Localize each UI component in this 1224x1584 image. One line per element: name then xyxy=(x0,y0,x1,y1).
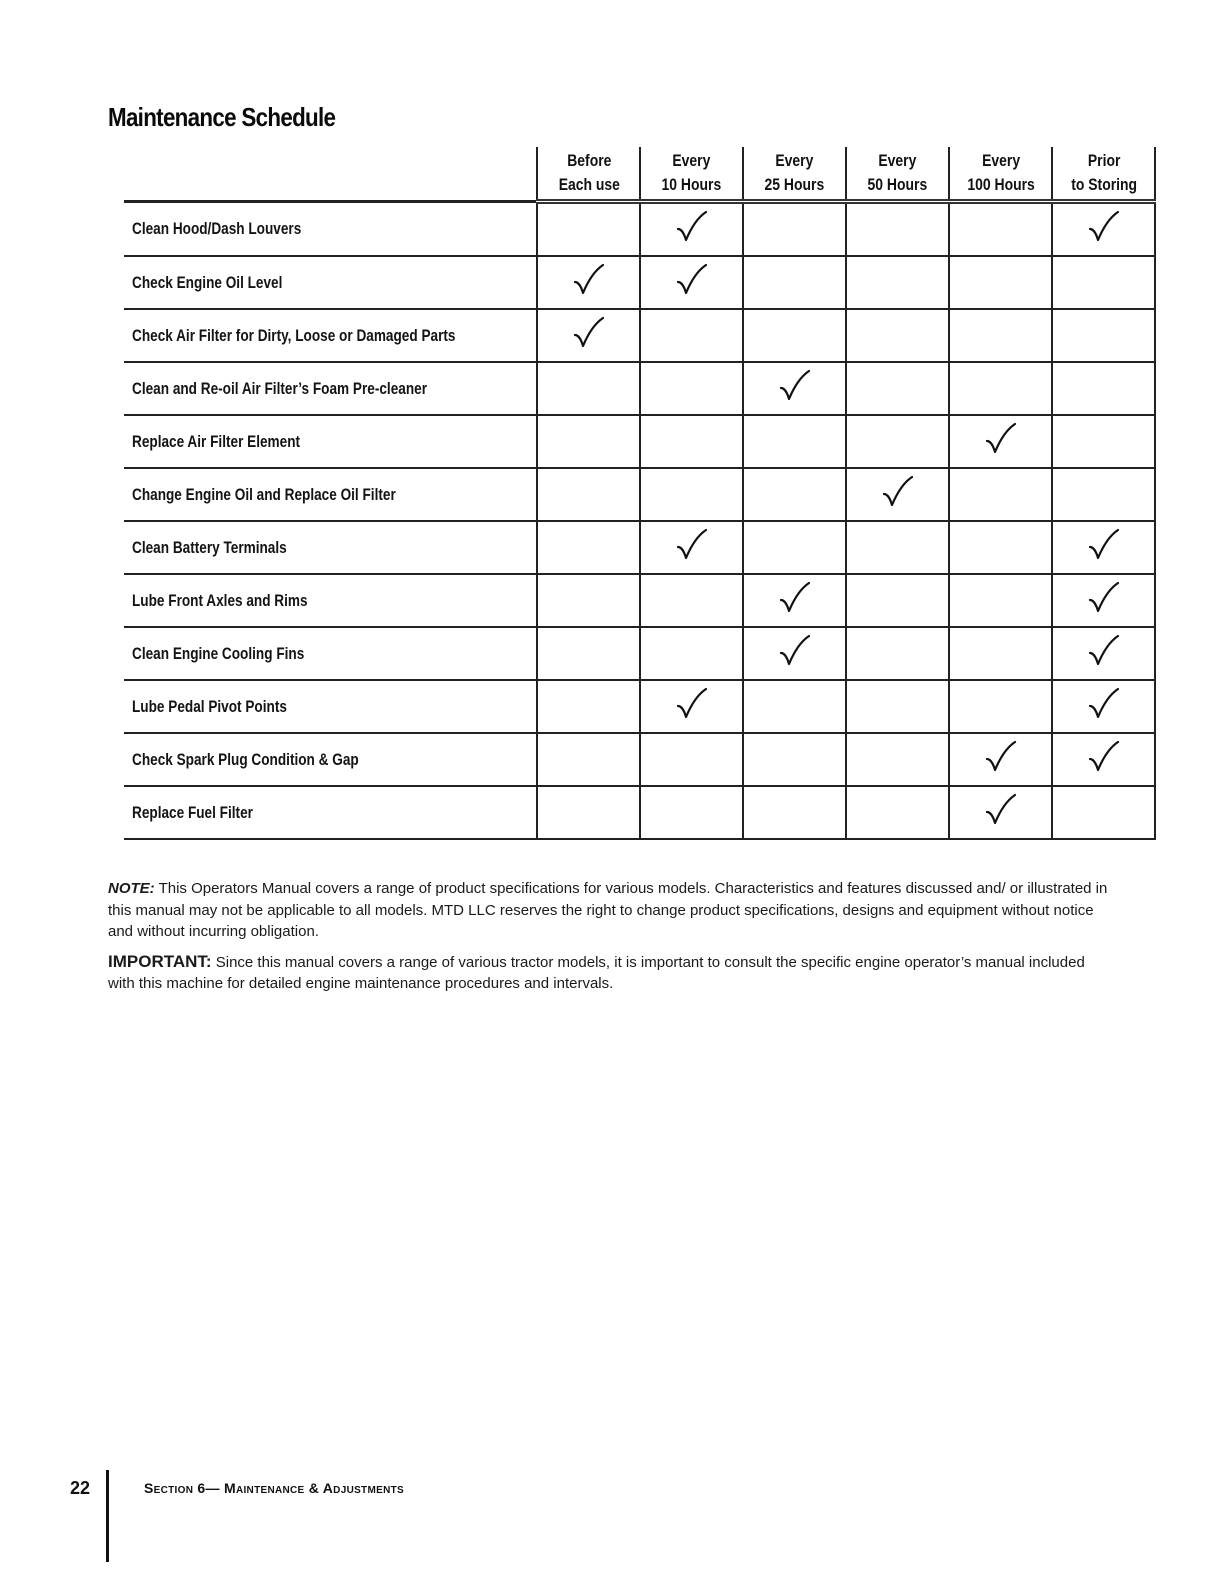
schedule-cell-empty xyxy=(640,574,743,627)
task-label: Clean and Re-oil Air Filter’s Foam Pre-cleaner xyxy=(132,378,428,398)
schedule-cell-empty xyxy=(743,468,846,521)
schedule-cell-empty xyxy=(949,202,1052,257)
task-label-cell xyxy=(124,256,537,309)
schedule-cell-empty xyxy=(537,733,640,786)
checkmark-icon xyxy=(675,685,709,723)
column-header-line2: 100 Hours xyxy=(967,175,1035,194)
schedule-cell-empty xyxy=(949,309,1052,362)
schedule-cell-empty xyxy=(949,574,1052,627)
schedule-cell-empty xyxy=(846,574,949,627)
schedule-cell-empty xyxy=(1052,468,1155,521)
important-text: Since this manual covers a range of various tractor models, it is important to consult the specific engine operator’s manual included with this machine for detailed engine maintenance procedures and intervals. xyxy=(108,953,1085,992)
schedule-cell-checked xyxy=(949,415,1052,468)
schedule-cell-empty xyxy=(743,521,846,574)
column-header-line2: 25 Hours xyxy=(765,175,825,194)
important-paragraph xyxy=(108,951,1108,995)
column-header-line1: Prior xyxy=(1087,151,1121,170)
task-label: Lube Front Axles and Rims xyxy=(132,590,308,610)
schedule-cell-empty xyxy=(949,362,1052,415)
schedule-cell-checked xyxy=(537,309,640,362)
schedule-cell-empty xyxy=(846,680,949,733)
schedule-cell-empty xyxy=(1052,362,1155,415)
schedule-cell-empty xyxy=(846,521,949,574)
checkmark-icon xyxy=(675,208,709,246)
schedule-cell-empty xyxy=(743,309,846,362)
schedule-cell-empty xyxy=(640,309,743,362)
checkmark-icon xyxy=(572,261,606,299)
checkmark-icon xyxy=(778,367,812,405)
schedule-cell-empty xyxy=(846,733,949,786)
schedule-cell-empty xyxy=(537,627,640,680)
task-label-cell xyxy=(124,574,537,627)
checkmark-icon xyxy=(1087,632,1121,670)
schedule-cell-empty xyxy=(846,202,949,257)
schedule-cell-empty xyxy=(949,627,1052,680)
task-label: Check Spark Plug Condition & Gap xyxy=(132,749,359,769)
column-header-line2: 10 Hours xyxy=(662,175,722,194)
task-label: Clean Engine Cooling Fins xyxy=(132,643,305,663)
schedule-cell-empty xyxy=(537,574,640,627)
checkmark-icon xyxy=(572,314,606,352)
schedule-cell-checked xyxy=(846,468,949,521)
schedule-cell-empty xyxy=(537,415,640,468)
task-label-cell xyxy=(124,468,537,521)
task-label: Check Air Filter for Dirty, Loose or Damaged Parts xyxy=(132,325,456,345)
schedule-cell-empty xyxy=(846,309,949,362)
column-header-line1: Every xyxy=(775,151,814,170)
header-row xyxy=(124,147,1155,202)
schedule-cell-empty xyxy=(846,256,949,309)
schedule-cell-empty xyxy=(537,468,640,521)
checkmark-icon xyxy=(984,738,1018,776)
schedule-cell-checked xyxy=(1052,733,1155,786)
schedule-cell-empty xyxy=(537,362,640,415)
table-row xyxy=(124,202,1155,257)
schedule-cell-empty xyxy=(640,786,743,839)
schedule-cell-empty xyxy=(537,202,640,257)
table-row xyxy=(124,309,1155,362)
task-rows xyxy=(124,202,1155,840)
table-row xyxy=(124,733,1155,786)
schedule-cell-empty xyxy=(1052,415,1155,468)
schedule-cell-empty xyxy=(846,415,949,468)
schedule-cell-checked xyxy=(1052,202,1155,257)
schedule-cell-empty xyxy=(537,521,640,574)
schedule-cell-checked xyxy=(1052,627,1155,680)
table-row xyxy=(124,786,1155,839)
checkmark-icon xyxy=(1087,526,1121,564)
important-label: IMPORTANT: xyxy=(108,951,212,971)
schedule-cell-empty xyxy=(743,202,846,257)
schedule-cell-empty xyxy=(743,733,846,786)
schedule-cell-checked xyxy=(949,786,1052,839)
checkmark-icon xyxy=(984,791,1018,829)
checkmark-icon xyxy=(1087,738,1121,776)
task-label-cell xyxy=(124,202,537,257)
task-label-cell xyxy=(124,627,537,680)
table-row xyxy=(124,521,1155,574)
task-label-cell xyxy=(124,521,537,574)
schedule-cell-empty xyxy=(640,415,743,468)
schedule-cell-checked xyxy=(640,680,743,733)
notes-section xyxy=(108,878,1108,1003)
table-row xyxy=(124,256,1155,309)
table-row xyxy=(124,627,1155,680)
checkmark-icon xyxy=(675,261,709,299)
schedule-cell-checked xyxy=(743,574,846,627)
column-header xyxy=(846,147,949,202)
header-blank-cell xyxy=(124,147,537,202)
checkmark-icon xyxy=(881,473,915,511)
checkmark-icon xyxy=(1087,579,1121,617)
schedule-cell-checked xyxy=(537,256,640,309)
schedule-cell-empty xyxy=(537,786,640,839)
task-label: Clean Battery Terminals xyxy=(132,537,287,557)
table-row xyxy=(124,468,1155,521)
schedule-cell-checked xyxy=(640,256,743,309)
task-label: Replace Fuel Filter xyxy=(132,802,253,822)
task-label: Lube Pedal Pivot Points xyxy=(132,696,287,716)
schedule-cell-checked xyxy=(640,202,743,257)
column-header xyxy=(640,147,743,202)
page-number: 22 xyxy=(70,1478,91,1498)
schedule-cell-empty xyxy=(1052,309,1155,362)
schedule-cell-empty xyxy=(640,733,743,786)
schedule-cell-empty xyxy=(1052,786,1155,839)
note-text: This Operators Manual covers a range of product specifications for various models. Characteristics and features discussed and/ or illustrated in this manual may not be applicable to all models. MTD LLC reserves the right to change product specifications, designs and equipment without notice and without incurring obligation. xyxy=(108,880,1108,940)
checkmark-icon xyxy=(984,420,1018,458)
schedule-cell-empty xyxy=(846,786,949,839)
column-header-line1: Every xyxy=(672,151,711,170)
schedule-cell-empty xyxy=(743,680,846,733)
schedule-cell-empty xyxy=(640,627,743,680)
table-row xyxy=(124,415,1155,468)
column-header-line1: Before xyxy=(566,151,611,170)
schedule-cell-empty xyxy=(743,786,846,839)
footer-divider xyxy=(106,1470,109,1562)
schedule-cell-checked xyxy=(640,521,743,574)
checkmark-icon xyxy=(1087,208,1121,246)
column-header-line2: Each use xyxy=(558,175,620,194)
table-row xyxy=(124,362,1155,415)
task-label: Replace Air Filter Element xyxy=(132,431,301,451)
column-header-line1: Every xyxy=(878,151,917,170)
schedule-cell-empty xyxy=(949,680,1052,733)
maintenance-schedule-table xyxy=(124,147,1156,840)
column-header-line2: 50 Hours xyxy=(868,175,928,194)
checkmark-icon xyxy=(778,632,812,670)
checkmark-icon xyxy=(778,579,812,617)
schedule-cell-empty xyxy=(743,256,846,309)
checkmark-icon xyxy=(675,526,709,564)
schedule-cell-empty xyxy=(949,521,1052,574)
task-label-cell xyxy=(124,362,537,415)
table-row xyxy=(124,574,1155,627)
task-label: Clean Hood/Dash Louvers xyxy=(132,219,302,238)
page-title: Maintenance Schedule xyxy=(108,102,336,132)
schedule-cell-checked xyxy=(1052,521,1155,574)
schedule-cell-checked xyxy=(949,733,1052,786)
schedule-cell-checked xyxy=(743,627,846,680)
schedule-cell-empty xyxy=(949,256,1052,309)
schedule-cell-empty xyxy=(949,468,1052,521)
column-header-line2: to Storing xyxy=(1070,175,1137,194)
schedule-cell-empty xyxy=(846,627,949,680)
task-label-cell xyxy=(124,786,537,839)
task-label-cell xyxy=(124,680,537,733)
task-label-cell xyxy=(124,733,537,786)
column-header xyxy=(743,147,846,202)
column-header xyxy=(537,147,640,202)
schedule-cell-empty xyxy=(846,362,949,415)
schedule-cell-empty xyxy=(743,415,846,468)
schedule-cell-empty xyxy=(640,362,743,415)
schedule-cell-empty xyxy=(537,680,640,733)
schedule-cell-empty xyxy=(1052,256,1155,309)
schedule-cell-empty xyxy=(640,468,743,521)
table-row xyxy=(124,680,1155,733)
task-label: Change Engine Oil and Replace Oil Filter xyxy=(132,484,396,504)
column-header xyxy=(949,147,1052,202)
task-label: Check Engine Oil Level xyxy=(132,272,283,292)
note-paragraph xyxy=(108,878,1108,943)
footer-section-title: Section 6— Maintenance & Adjustments xyxy=(144,1480,404,1496)
checkmark-icon xyxy=(1087,685,1121,723)
task-label-cell xyxy=(124,309,537,362)
schedule-cell-checked xyxy=(1052,680,1155,733)
note-label: NOTE: xyxy=(108,880,155,897)
column-header-line1: Every xyxy=(981,151,1020,170)
schedule-cell-checked xyxy=(1052,574,1155,627)
task-label-cell xyxy=(124,415,537,468)
schedule-cell-checked xyxy=(743,362,846,415)
column-header xyxy=(1052,147,1155,202)
